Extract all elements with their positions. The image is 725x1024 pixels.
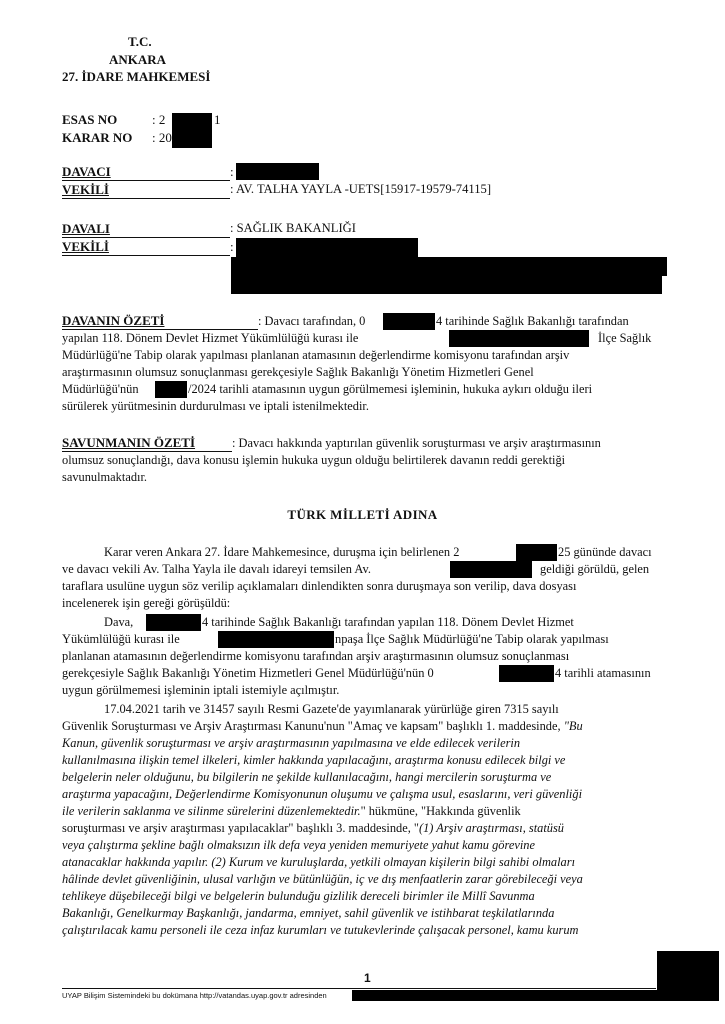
body-p2-line1b: 4 tarihinde Sağlık Bakanlığı tarafından yapılan 118. Dönem Devlet Hizmet — [202, 615, 574, 629]
davanin-ozeti-label: DAVANIN ÖZETİ — [62, 313, 165, 328]
davanin-ozeti-underline — [62, 329, 258, 330]
redaction-block — [383, 313, 435, 330]
body-p3-line9: veya çalıştırma şekline bağlı olmaksızın ilk defa veya yeniden memuriyete yahut kamu görevine — [62, 838, 535, 852]
davali-label: DAVALI — [62, 221, 110, 236]
redaction-block — [231, 257, 667, 276]
body-p1-line2b: geldiği görüldü, gelen — [540, 562, 650, 576]
davaci-label: DAVACI — [62, 164, 111, 179]
body-p2-line2a: Yükümlülüğü kurası ile — [62, 632, 180, 646]
davanin-ozeti-line5b: /2024 tarihli atamasının uygun görülmemesi işleminin, hukuka aykırı olduğu ileri — [188, 382, 593, 396]
redaction-block — [450, 561, 532, 578]
body-p3-line14: çalıştırılacak kamu personeli ile ceza infaz kurumları ve tutukevlerinde çalışacak personel, kamu kurum — [62, 923, 579, 937]
davanin-ozeti-line6: sürülerek yürütmesinin durdurulması ve iptali istenilmektedir. — [62, 399, 369, 413]
redaction-block — [172, 130, 212, 148]
karar-value-start: : 20 — [152, 130, 172, 145]
savunmanin-ozeti-line2: olumsuz sonuçlandığı, dava konusu işlemin hukuka uygun olduğu belirtilerek davanın reddi gerektiği — [62, 453, 566, 467]
redaction-block — [155, 381, 187, 398]
davaci-vekili-value: : AV. TALHA YAYLA -UETS[15917-19579-74115] — [230, 182, 492, 196]
body-p1-line1b: 25 gününde davacı — [558, 545, 652, 559]
body-p3-line8b: (1) Arşiv araştırması, statüsü — [418, 821, 565, 835]
body-p1-line4: incelenerek işin gereği görüşüldü: — [62, 596, 231, 610]
davanin-ozeti-line2a: yapılan 118. Dönem Devlet Hizmet Yükümlülüğü kurası ile — [62, 331, 359, 345]
body-p1-line1a: Karar veren Ankara 27. İdare Mahkemesince, duruşma için belirlenen 2 — [104, 545, 460, 559]
court-header: 27. İDARE MAHKEMESİ — [62, 69, 211, 84]
body-p2-line2b: npaşa İlçe Sağlık Müdürlüğü'ne Tabip olarak yapılması — [335, 632, 609, 646]
redaction-block — [449, 330, 589, 347]
esas-value-start: : 2 — [152, 112, 166, 127]
redaction-block — [231, 276, 662, 294]
davali-vekili-colon: : — [230, 239, 234, 254]
redaction-block — [657, 951, 719, 989]
body-p1-line3: taraflara usulüne uygun söz verilip açıklamaları dinlendikten sonra duruşmaya son verilip, dava dosyası — [62, 579, 577, 593]
body-p2-line3: planlanan atamasının değerlendirme komisyonu tarafından arşiv araştırmasının olumsuz sonuçlanması — [62, 649, 570, 663]
body-p1-line2a: ve davacı vekili Av. Talha Yayla ile davalı idareyi temsilen Av. — [62, 562, 371, 576]
davanin-ozeti-line2b: İlçe Sağlık — [598, 331, 652, 345]
page-number: 1 — [364, 971, 371, 985]
body-p3-line6: araştırma yapacağını, Değerlendirme Komisyonunun oluşumu ve çalışma usul, esaslarını, veri güvenliği — [62, 787, 583, 801]
body-p3-line11: hâlinde devlet güvenliğinin, ulusal varlığın ve bütünlüğün, iç ve dış menfaatlerin zarar görebileceği veya — [62, 872, 583, 886]
savunmanin-ozeti-label: SAVUNMANIN ÖZETİ — [62, 435, 196, 450]
body-p2-line4b: 4 tarihli atamasının — [555, 666, 651, 680]
davanin-ozeti-line5a: Müdürlüğü'nün — [62, 382, 139, 396]
body-p2-line1a: Dava, — [104, 615, 134, 629]
savunmanin-ozeti-line3: savunulmaktadır. — [62, 470, 147, 484]
davaci-vekili-label: VEKİLİ — [62, 182, 109, 197]
city-header: ANKARA — [109, 52, 167, 67]
redaction-block — [352, 990, 657, 1001]
body-p3-line7a: ile verilerin saklanma ve silinme sürelerini düzenlemektedir. — [62, 804, 361, 818]
body-p3-line8a: soruşturması ve arşiv araştırması yapılacaklar" başlıklı 3. maddesinde, " — [62, 821, 419, 835]
body-p3-line12: tehlikeye düşebileceği bilgi ve belgelerin bulunduğu gizlilik dereceli birimler ile Millî Savunma — [62, 889, 535, 903]
davaci-colon: : — [230, 164, 234, 179]
redaction-block — [236, 163, 319, 180]
body-p3-line13: Bakanlığı, Genelkurmay Başkanlığı, jandarma, emniyet, sahil güvenlik ve istihbarat teşkilatlarında — [62, 906, 555, 920]
redaction-block — [516, 544, 557, 561]
davaci-underline — [62, 180, 230, 181]
body-p3-line5: belgelerin neler olduğunu, bu bilgilerin ne şekilde kullanılacağını, hangi mercilerin soruşturma ve — [62, 770, 552, 784]
body-p3-line4: kullanılmasına ilişkin temel ilkeleri, kimler hakkında yapılacağını, araştırma konusu edilecek bilgi ve — [62, 753, 566, 767]
body-p3-line2a: Güvenlik Soruşturması ve Arşiv Araştırması Kanunu'nun "Amaç ve kapsam" başlıklı 1. maddesinde, — [62, 719, 564, 733]
redaction-block — [657, 989, 719, 1001]
davanin-ozeti-line3: Müdürlüğü'ne Tabip olarak yapılması planlanan atamasının değerlendirme komisyonu tarafından arşiv — [62, 348, 570, 362]
savunmanin-ozeti-underline — [62, 451, 232, 452]
redaction-block — [172, 113, 212, 130]
redaction-block — [236, 238, 418, 258]
davanin-ozeti-line1b: 4 tarihinde Sağlık Bakanlığı tarafından — [436, 314, 629, 328]
body-p3-line10: atanacaklar hakkında yapılır. (2) Kurum ve kuruluşlarda, yetkili olmayan kişilerin bilgi sahibi olmaları — [62, 855, 576, 869]
esas-label: ESAS NO — [62, 112, 118, 127]
body-p3-line1: 17.04.2021 tarih ve 31457 sayılı Resmi Gazete'de yayımlanarak yürürlüğe giren 7315 sayılı — [104, 702, 559, 716]
footer-uyap-text: UYAP Bilişim Sistemindeki bu dokümana http://vatandas.uyap.gov.tr adresinden — [62, 991, 327, 1000]
country-header: T.C. — [128, 34, 152, 49]
redaction-block — [146, 614, 201, 631]
davanin-ozeti-line4: araştırmasının olumsuz sonuçlanması gerekçesiyle Sağlık Bakanlığı Yönetim Hizmetleri Genel — [62, 365, 534, 379]
body-p3-line7b: " hükmüne, "Hakkında güvenlik — [360, 804, 521, 818]
davali-vekili-label: VEKİLİ — [62, 239, 109, 254]
redaction-block — [499, 665, 554, 682]
esas-value-end: 1 — [214, 112, 221, 127]
body-p2-line4a: gerekçesiyle Sağlık Bakanlığı Yönetim Hizmetleri Genel Müdürlüğü'nün 0 — [62, 666, 434, 680]
body-p3-line3: Kanun, güvenlik soruşturması ve arşiv araştırmasının yapılmasına ve elde edilecek verilerin — [62, 736, 521, 750]
davali-underline — [62, 237, 230, 238]
vekili-underline — [62, 198, 230, 199]
body-p2-line5: uygun görülmemesi işleminin iptali istemiyle açılmıştır. — [62, 683, 340, 697]
davanin-ozeti-line1a: : Davacı tarafından, 0 — [258, 314, 366, 328]
redaction-block — [218, 631, 334, 648]
savunmanin-ozeti-line1: : Davacı hakkında yaptırılan güvenlik soruşturması ve arşiv araştırmasının — [232, 436, 601, 450]
body-p3-line2b: "Bu — [563, 719, 583, 733]
karar-label: KARAR NO — [62, 130, 133, 145]
davali-vekili-underline — [62, 255, 230, 256]
decision-title: TÜRK MİLLETİ ADINA — [287, 507, 438, 522]
footer-rule — [62, 988, 656, 989]
davali-value: : SAĞLIK BAKANLIĞI — [230, 221, 356, 235]
